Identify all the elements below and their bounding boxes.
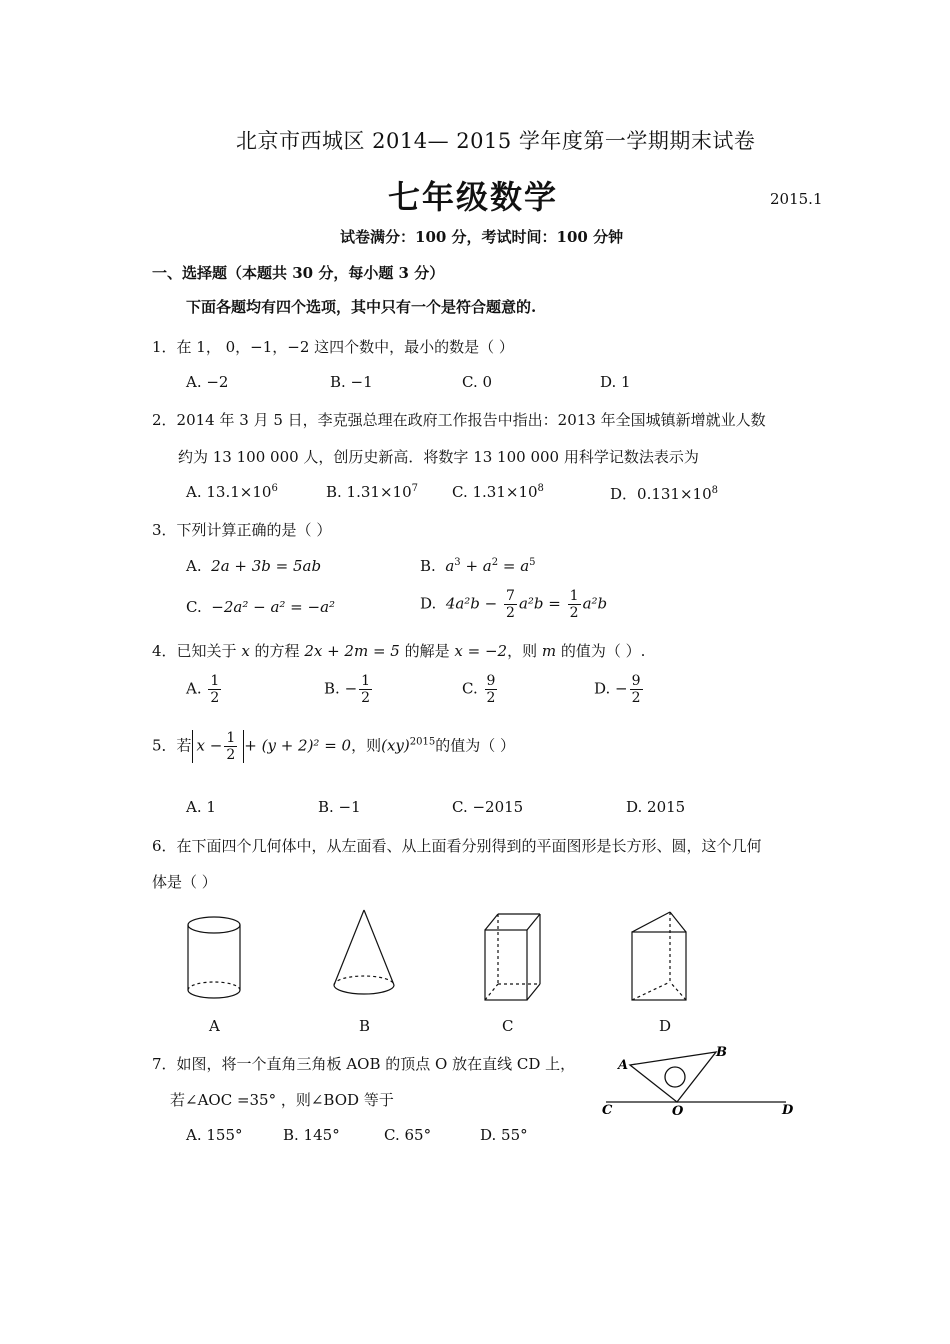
q7-option-d: D. 55° <box>480 1126 528 1144</box>
cone-figure <box>334 910 394 994</box>
q1-stem: 1．在 1， 0，−1，−2 这四个数中，最小的数是（ ） <box>152 338 514 356</box>
label-d: D <box>782 1103 794 1118</box>
triangle-aob <box>630 1052 716 1102</box>
q7-option-b: B. 145° <box>283 1126 340 1144</box>
q1-option-c: C. 0 <box>462 373 493 391</box>
q6-label-c: C <box>502 1017 514 1035</box>
label-c: C <box>602 1103 613 1118</box>
triangular-prism-figure <box>632 912 686 1000</box>
q7-option-a: A. 155° <box>186 1126 243 1144</box>
q6-solids-figure <box>170 900 730 1010</box>
q3-option-d: D. 4a²b − $\frac{7}{2}$ a²b = $\frac{1}{2}$ a²b <box>420 588 608 621</box>
q3-option-c: C. −2a² − a² = −a² <box>186 598 336 616</box>
q4-option-a: A. $\frac{1}{2}$ <box>186 673 220 706</box>
q6-label-a: A <box>209 1017 220 1035</box>
q6-line2: 体是（ ） <box>152 873 217 891</box>
q4-option-b: B. − $\frac{1}{2}$ <box>324 673 371 706</box>
subject-title: 七年级数学 <box>388 178 559 216</box>
section-heading: 一、选择题（本题共 30 分，每小题 3 分） <box>152 264 445 282</box>
q3-option-b: B. $a^3 + a^2 = a^5$ <box>420 557 536 575</box>
q2-option-a: A. $13.1\times 10^6$ <box>186 483 278 501</box>
q2-line2: 约为 13 100 000 人，创历史新高．将数字 13 100 000 用科学记数法表示为 <box>178 448 699 466</box>
triangle-hole <box>665 1067 685 1087</box>
q7-option-c: C. 65° <box>384 1126 432 1144</box>
cylinder-figure <box>188 917 240 998</box>
q5-option-d: D. 2015 <box>626 798 686 816</box>
rectangular-prism-figure <box>485 914 540 1000</box>
q4-stem: 4．已知关于 x 的方程 2x + 2m = 5 的解是 x = −2，则 m 的值为（ ）. <box>152 642 646 660</box>
exam-date: 2015.1 <box>770 190 823 208</box>
q5-option-a: A. 1 <box>186 798 216 816</box>
q4-option-c: C. $\frac{9}{2}$ <box>462 673 496 706</box>
label-o: O <box>672 1104 684 1119</box>
section-instruction: 下面各题均有四个选项，其中只有一个是符合题意的. <box>186 298 537 316</box>
q7-line2: 若∠AOC =35° ，则∠BOD 等于 <box>170 1091 394 1109</box>
q2-option-c: C. $1.31\times 10^8$ <box>452 483 544 501</box>
label-a: A <box>618 1058 629 1073</box>
q3-stem: 3．下列计算正确的是（ ） <box>152 521 332 539</box>
q1-option-a: A. −2 <box>186 373 229 391</box>
q5-option-c: C. −2015 <box>452 798 524 816</box>
q5-stem: 5．若 x − $\frac{1}{2}$ + (y + 2)² = 0，则(xy)$^{2015}$的值为（ ） <box>152 730 515 763</box>
q2-line1: 2．2014 年 3 月 5 日，李克强总理在政府工作报告中指出：2013 年全国城镇新增就业人数 <box>152 411 766 429</box>
q2-option-b: B. $1.31\times 10^7$ <box>326 483 418 501</box>
q3-option-a: A. 2a + 3b = 5ab <box>186 557 322 575</box>
exam-info: 试卷满分：100 分，考试时间：100 分钟 <box>340 228 624 246</box>
label-b: B <box>716 1045 727 1060</box>
q1-option-b: B. −1 <box>330 373 373 391</box>
exam-title: 北京市西城区 2014— 2015 学年度第一学期期末试卷 <box>236 129 756 153</box>
q6-label-d: D <box>659 1017 672 1035</box>
q7-triangle-figure <box>598 1040 803 1120</box>
q7-line1: 7．如图，将一个直角三角板 AOB 的顶点 O 放在直线 CD 上， <box>152 1055 576 1073</box>
q4-option-d: D. − $\frac{9}{2}$ <box>594 673 641 706</box>
q6-line1: 6．在下面四个几何体中，从左面看、从上面看分别得到的平面图形是长方形、圆，这个几何 <box>152 837 762 855</box>
q2-option-d: D．$0.131\times 10^8$ <box>610 485 718 503</box>
q1-option-d: D. 1 <box>600 373 631 391</box>
q5-option-b: B. −1 <box>318 798 361 816</box>
q6-label-b: B <box>359 1017 371 1035</box>
